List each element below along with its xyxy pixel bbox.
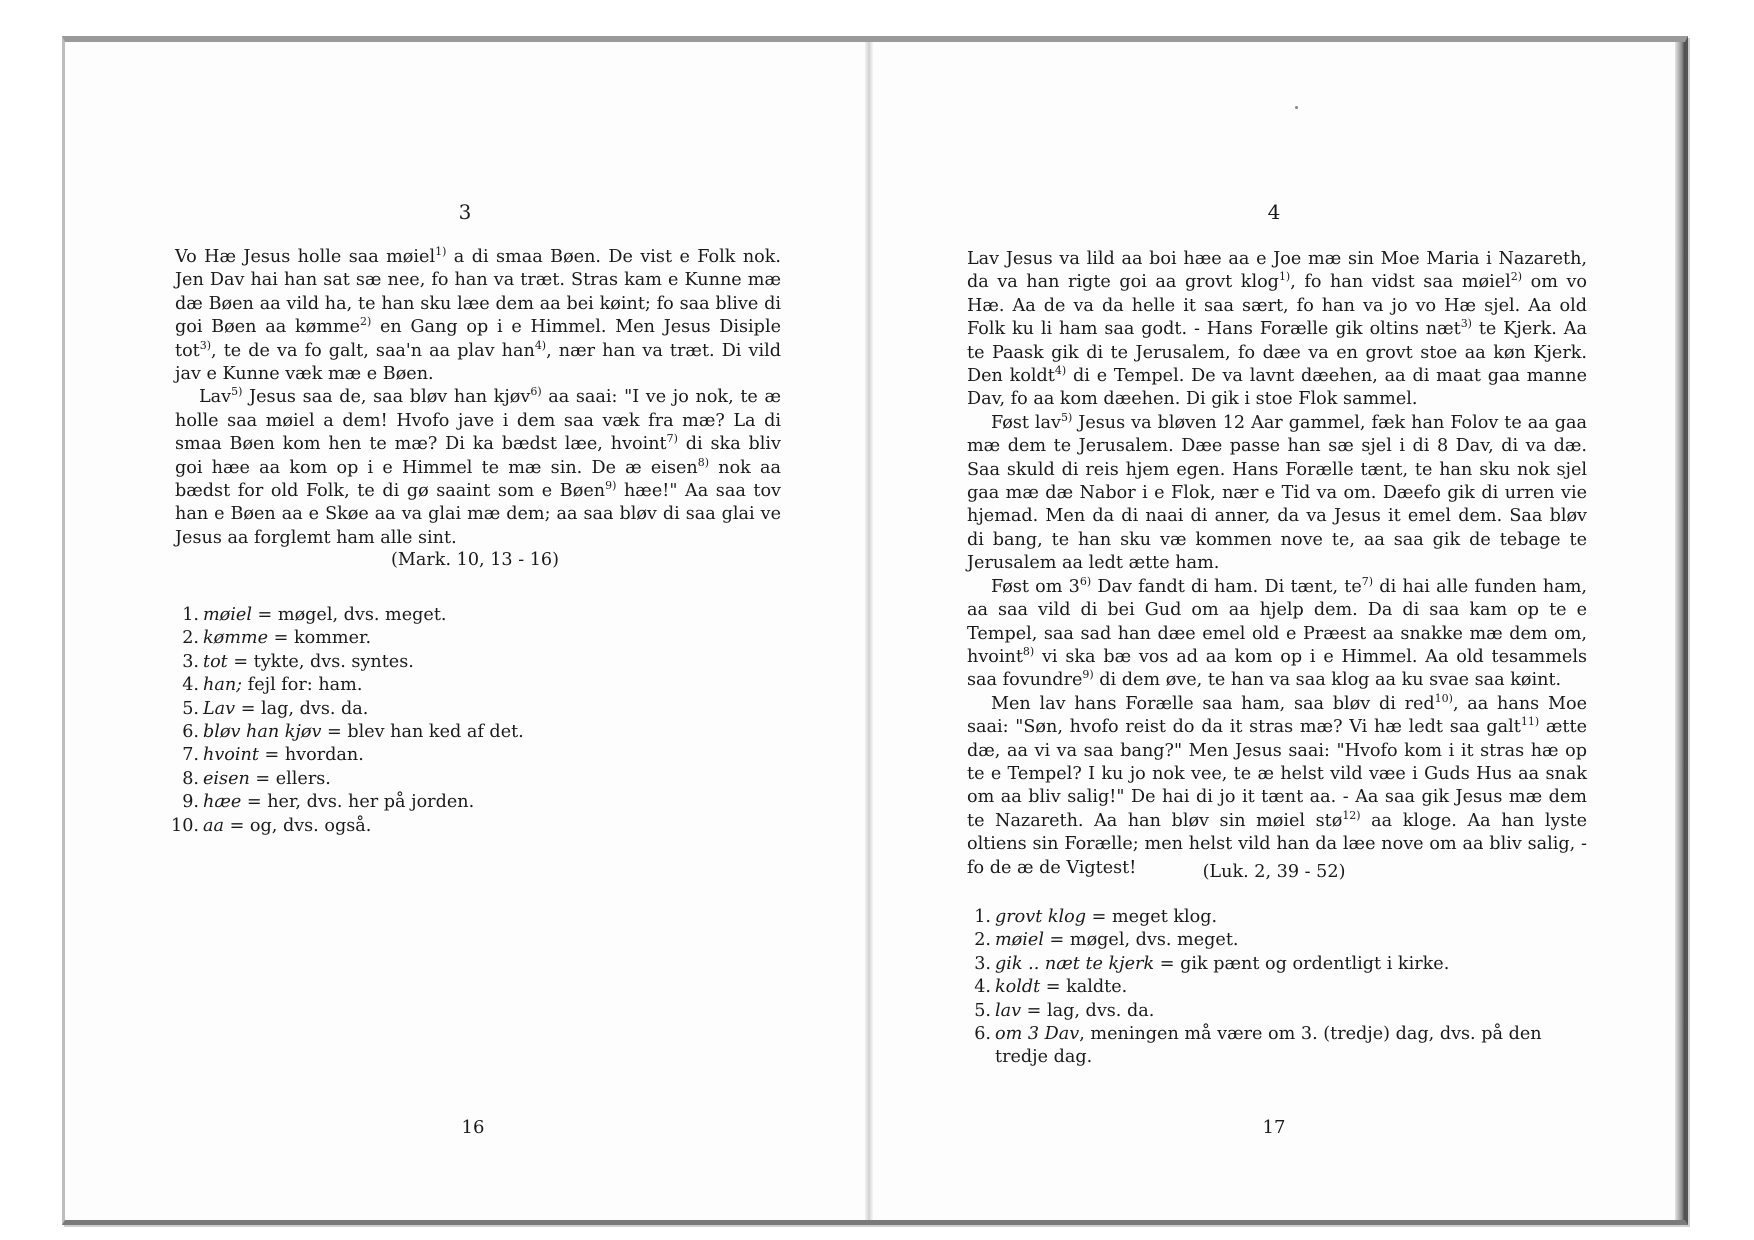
text-run: Føst lav bbox=[991, 412, 1061, 433]
text-run: di e Tempel. De va lavnt dæehen, aa di maat gaa manne Dav, fo aa kom dæehen. Di gik i stoe Flok sammel. bbox=[967, 366, 1588, 410]
text-run: te Kjerk. Aa te Paask gik di te Jerusalem, fo dæe va en grovt stoe aa køn Kjerk. Den koldt bbox=[967, 319, 1587, 387]
paragraph bbox=[967, 576, 1587, 693]
text-run: om vo Hæ. Aa de va da helle it saa sært, fo han va jo vo Hæ sjel. Aa old Folk ku li ham saa godt. - Hans Forælle gik oltins næt bbox=[967, 272, 1588, 340]
footnote-term: tot bbox=[203, 651, 228, 672]
footnote-marker: 6) bbox=[1079, 574, 1092, 588]
footnote-term: aa bbox=[203, 815, 224, 836]
footnote-number: 7. bbox=[182, 745, 199, 766]
footnote-definition: = tykte, dvs. syntes. bbox=[227, 651, 414, 672]
text-run: di ska bliv goi hæe aa kom op i e Himmel te mæ sin. De æ eisen bbox=[175, 434, 781, 478]
footnote-item bbox=[967, 906, 1587, 929]
footnote-item bbox=[175, 627, 675, 650]
footnote-term: gik .. næt te kjerk bbox=[995, 953, 1155, 974]
footnote-item bbox=[175, 698, 675, 721]
text-run: di hai alle funden ham, aa saa vild di bei Gud om aa hjelp dem. Da di saa kam op te e Tempel, saa sad han dæe emel old e Præest aa snakke mæ dem om, hvoint bbox=[967, 576, 1587, 667]
footnote-item bbox=[967, 1000, 1587, 1023]
footnote-number: 6. bbox=[182, 722, 199, 743]
text-run: , fo han vidst saa møiel bbox=[1290, 272, 1511, 293]
footnote-item bbox=[967, 976, 1587, 999]
paragraph bbox=[967, 248, 1587, 412]
footnote-item bbox=[175, 768, 675, 791]
footnote-number: 1. bbox=[182, 605, 199, 625]
footnote-term: om 3 Dav bbox=[995, 1024, 1080, 1045]
footnote-item bbox=[171, 815, 675, 838]
paragraph bbox=[175, 246, 781, 386]
footnote-definition: , meningen må være om 3. (tredje) dag, dvs. på den tredje dag. bbox=[995, 1024, 1542, 1068]
footnote-definition: = kaldte. bbox=[1040, 977, 1128, 998]
footnote-marker: 4) bbox=[534, 338, 547, 352]
footnote-number: 8. bbox=[182, 768, 199, 789]
footnote-marker: 5) bbox=[1061, 410, 1073, 424]
scripture-reference: (Mark. 10, 13 - 16) bbox=[391, 550, 559, 570]
footnote-number: 2. bbox=[974, 930, 991, 951]
footnote-marker: 7) bbox=[1361, 574, 1374, 588]
text-run: , aa hans Moe saai: "Søn, hvofo reist do da it stras mæ? Vi hæ ledt saa galt bbox=[967, 693, 1587, 738]
footnote-number: 5. bbox=[182, 698, 199, 719]
gutter bbox=[865, 42, 873, 1220]
text-run: Vo Hæ Jesus holle saa møiel bbox=[175, 247, 436, 267]
footnote-marker: 3) bbox=[1460, 317, 1472, 331]
footnote-number: 1. bbox=[974, 907, 991, 927]
text-run: aa kloge. Aa han lyste oltiens sin Forælle; men helst vild han da læe nove om aa bliv salig, - fo de æ de Vigtest! bbox=[967, 810, 1587, 878]
footnote-term: Lav bbox=[203, 698, 236, 719]
footnote-number: 5. bbox=[974, 1000, 991, 1021]
footnote-item bbox=[967, 1023, 1587, 1070]
scan-speck bbox=[1295, 106, 1298, 109]
footnote-item bbox=[175, 791, 675, 814]
footnote-term: lav bbox=[995, 1000, 1022, 1021]
text-run: vi ska bæ vos ad aa kom op i e Himmel. Aa old tesammels saa fovundre bbox=[967, 646, 1587, 691]
footnote-definition: = møgel, dvs. meget. bbox=[251, 605, 447, 625]
footnote-definition: = blev han ked af det. bbox=[321, 722, 524, 743]
text-run: a di smaa Bøen. De vist e Folk nok. Jen Dav hai han sat sæ nee, fo han va træt. Stras kam e Kunne mæ dæ Bøen aa vild ha, te han sku læe dem aa bei køint; fo saa blive di goi Bøen aa kømme bbox=[175, 247, 782, 338]
footnote-number: 4. bbox=[974, 977, 991, 998]
footnote-definition: = lag, dvs. da. bbox=[1021, 1000, 1155, 1021]
text-run: Dav fandt di ham. Di tænt, te bbox=[1091, 576, 1362, 597]
footnote-number: 10. bbox=[171, 815, 199, 836]
footnote-item bbox=[175, 721, 675, 744]
footnote-marker: 4) bbox=[1054, 364, 1067, 378]
footnote-term: møiel bbox=[995, 930, 1044, 951]
footnote-number: 2. bbox=[182, 628, 199, 649]
footnote-definition: = gik pænt og ordentligt i kirke. bbox=[1154, 953, 1450, 974]
right-page bbox=[873, 42, 1675, 1220]
text-run: aa saai: "I ve jo nok, te æ holle saa møiel a dem! Hvofo jave i dem saa væk fra mæ? La di smaa Bøen kom hen te mæ? Di ka bædst læe, hvoint bbox=[175, 387, 781, 455]
footnote-list bbox=[171, 604, 675, 838]
footnote-number: 6. bbox=[974, 1024, 991, 1045]
footnote-term: han; bbox=[203, 675, 243, 696]
text-run: en Gang op i e Himmel. Men Jesus Disiple tot bbox=[175, 317, 781, 361]
text-run: Men lav hans Forælle saa ham, saa bløv di red bbox=[991, 693, 1435, 714]
footnote-number: 3. bbox=[974, 953, 991, 974]
page-number: 17 bbox=[1262, 1117, 1286, 1138]
footnote-definition: = møgel, dvs. meget. bbox=[1043, 930, 1239, 951]
text-run: Føst om 3 bbox=[991, 576, 1080, 597]
footnote-definition: = lag, dvs. da. bbox=[235, 698, 369, 719]
page-number: 16 bbox=[461, 1117, 485, 1138]
footnote-marker: 10) bbox=[1434, 691, 1453, 705]
footnote-item bbox=[967, 953, 1587, 976]
footnote-definition: = meget klog. bbox=[1086, 907, 1218, 927]
footnote-marker: 7) bbox=[666, 432, 678, 446]
footnote-definition: = hvordan. bbox=[258, 745, 364, 766]
footnote-marker: 8) bbox=[697, 455, 710, 469]
footnote-number: 3. bbox=[182, 651, 199, 672]
footnote-term: møiel bbox=[203, 605, 252, 625]
chapter-number: 4 bbox=[1267, 200, 1281, 224]
footnote-marker: 1) bbox=[1278, 270, 1291, 284]
footnote-number: 9. bbox=[182, 792, 199, 813]
footnote-number: 4. bbox=[182, 675, 199, 696]
text-run: Lav bbox=[199, 387, 232, 408]
footnote-item bbox=[175, 604, 675, 627]
footnote-definition: fejl for: ham. bbox=[242, 675, 363, 696]
footnote-term: hvoint bbox=[203, 745, 259, 766]
footnote-marker: 9) bbox=[1082, 668, 1094, 682]
left-page bbox=[65, 42, 865, 1220]
footnote-marker: 8) bbox=[1022, 644, 1035, 658]
footnote-item bbox=[175, 744, 675, 767]
footnote-definition: = ellers. bbox=[249, 768, 331, 789]
footnote-marker: 11) bbox=[1520, 715, 1540, 729]
footnote-definition: = og, dvs. også. bbox=[223, 815, 372, 836]
footnote-term: kømme bbox=[203, 628, 269, 649]
footnote-term: grovt klog bbox=[995, 907, 1087, 927]
text-run: ætte dæ, aa vi va saa bang?" Men Jesus saai: "Hvofo kom i it stras hæ op te e Tempel? I ku jo nok vee, te æ helst vild væe i Guds Hus aa snak om aa bliv salig!" De hai di jo it tænt aa. - Aa saa gik Jesus mæ dem te Nazareth. Aa han bløv sin møiel stø bbox=[967, 717, 1587, 831]
footnote-marker: 9) bbox=[605, 479, 617, 493]
text-run: Jesus va bløven 12 Aar gammel, fæk han Folov te aa gaa mæ dem te Jerusalem. Dæe passe han sæ sjel i di 8 Dav, di va dæ. Saa skuld di reis hjem egen. Hans Forælle tænt, te han sku nok sjel gaa mæ dæ Nabor i e Flok, nær e Tid va om. Dæefo gik di urren vie hjemad. Men da di naai di anner, da va Jesus it emel dem. Saa bløv di bang, te han sku væ kommen nove te, aa saa gik de tebage te Jerusalem aa ledt ætte ham. bbox=[967, 412, 1588, 574]
footnote-marker: 2) bbox=[359, 315, 372, 329]
footnote-term: eisen bbox=[203, 768, 250, 789]
footnote-marker: 12) bbox=[1342, 808, 1361, 822]
text-run: nok aa bædst for old Folk, te di gø saaint som e Bøen bbox=[175, 457, 782, 502]
paragraph bbox=[967, 693, 1587, 880]
footnote-marker: 1) bbox=[435, 245, 447, 258]
text-run: hæe!" Aa saa tov han e Bøen aa e Skøe aa va glai mæ dem; aa saa bløv di saa glai ve Jesus aa forglemt ham alle sint. bbox=[175, 481, 782, 548]
book-spread bbox=[62, 36, 1688, 1225]
footnote-marker: 6) bbox=[530, 385, 542, 399]
body-text bbox=[967, 248, 1587, 880]
footnote-definition: = kommer. bbox=[268, 628, 372, 649]
footnote-marker: 5) bbox=[231, 385, 243, 399]
body-text bbox=[175, 246, 781, 550]
text-run: , te de va fo galt, saa'n aa plav han bbox=[211, 340, 535, 361]
footnote-term: bløv han kjøv bbox=[203, 722, 322, 743]
paragraph bbox=[967, 412, 1587, 576]
footnote-definition: = her, dvs. her på jorden. bbox=[241, 792, 475, 813]
page-edge bbox=[1675, 42, 1685, 1220]
text-run: Jesus saa de, saa bløv han kjøv bbox=[242, 387, 531, 408]
paragraph bbox=[175, 386, 781, 550]
footnote-item bbox=[175, 651, 675, 674]
footnote-item bbox=[175, 674, 675, 697]
footnote-term: hæe bbox=[203, 792, 242, 813]
chapter-number: 3 bbox=[458, 200, 472, 224]
footnote-list bbox=[967, 906, 1587, 1070]
text-run: di dem øve, te han va saa klog aa ku svae saa køint. bbox=[1093, 670, 1562, 691]
footnote-term: koldt bbox=[995, 977, 1041, 998]
footnote-item bbox=[967, 929, 1587, 952]
text-run: Lav Jesus va lild aa boi hæe aa e Joe mæ sin Moe Maria i Nazareth, da va han rigte goi aa grovt klog bbox=[967, 249, 1587, 293]
scripture-reference: (Luk. 2, 39 - 52) bbox=[1202, 862, 1346, 882]
footnote-marker: 2) bbox=[1510, 270, 1523, 284]
text-run: , nær han va træt. Di vild jav e Kunne væk mæ e Bøen. bbox=[175, 340, 781, 385]
footnote-marker: 3) bbox=[199, 338, 212, 352]
